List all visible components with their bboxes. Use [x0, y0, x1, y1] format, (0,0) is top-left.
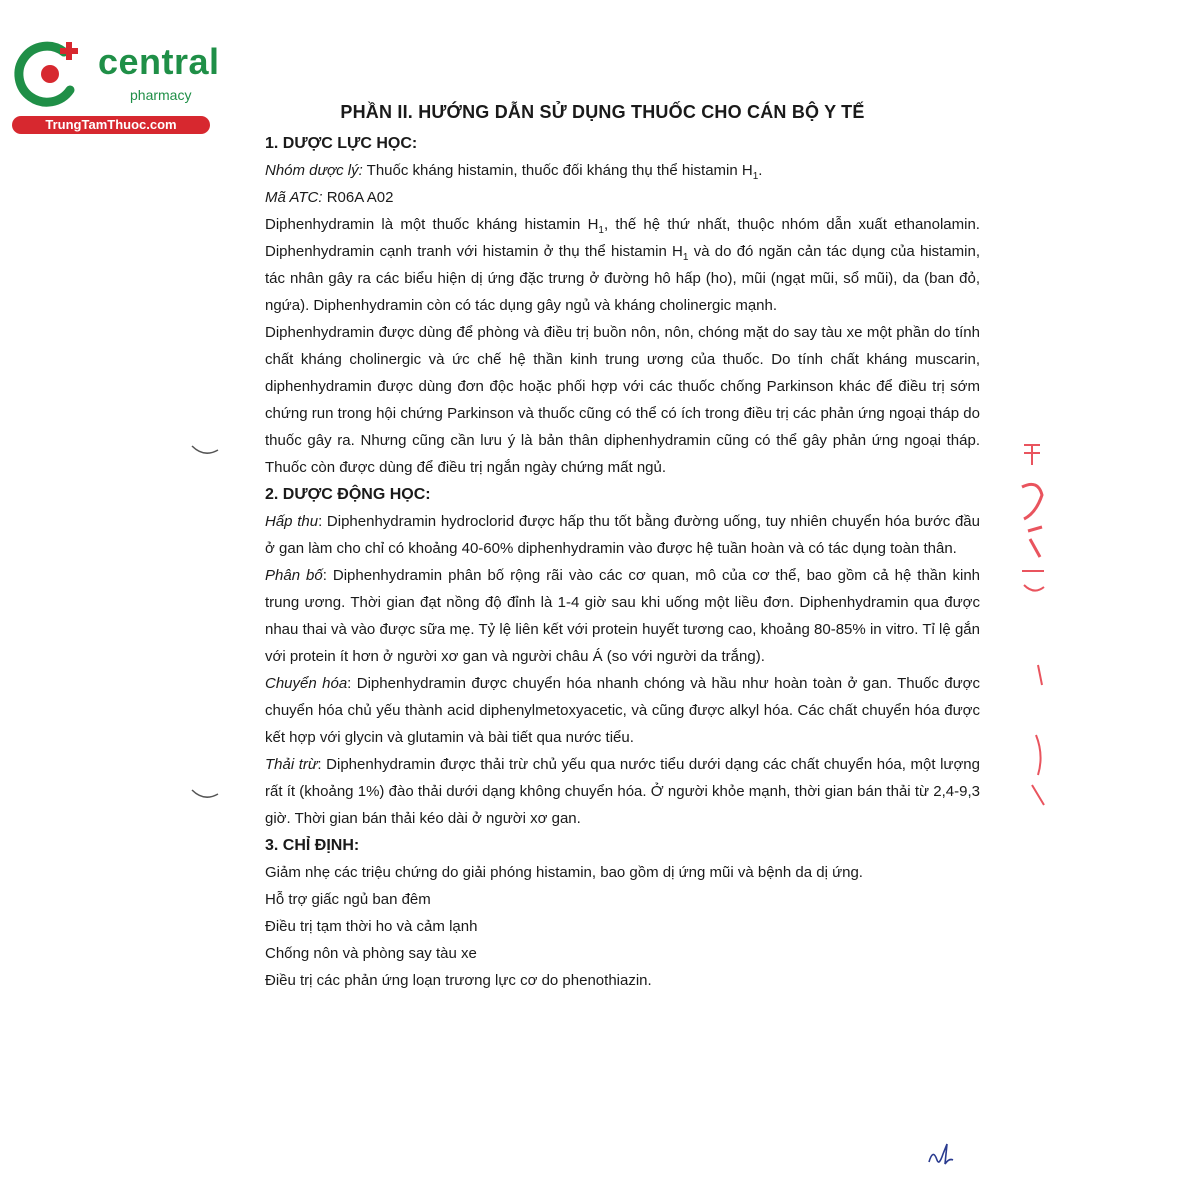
- punch-hole-icon: [190, 442, 220, 458]
- paragraph-absorption: [265, 508, 980, 562]
- stamp-edge-icon: [1018, 435, 1048, 815]
- indication-item: Điều trị các phản ứng loạn trương lực cơ do phenothiazin.: [265, 972, 652, 989]
- logo-url-badge[interactable]: TrungTamThuoc.com: [12, 116, 210, 134]
- signature-icon: [925, 1140, 955, 1170]
- atc-code-value: R06A A02: [326, 189, 394, 206]
- paragraph-distribution: [265, 562, 980, 670]
- document-body: [265, 98, 980, 994]
- punch-hole-icon: [190, 786, 220, 802]
- logo-subtitle: pharmacy: [130, 87, 192, 103]
- section-heading-indications: 3. CHỈ ĐỊNH:: [265, 837, 360, 854]
- distribution-text: : Diphenhydramin phân bố rộng rãi vào các cơ quan, mô của cơ thể, bao gồm cả hệ thần kinh trung ương. Thời gian đạt nồng độ đỉnh là 1-4 giờ sau khi uống một liều đơn. Diphenhydramin qua được nhau thai và vào được sữa mẹ. Tỷ lệ liên kết với protein huyết tương cao, khoảng 80-85% in vitro. Tỉ lệ gắn với protein ít hơn ở người xơ gan và người châu Á (so với người da trắng).: [265, 567, 980, 665]
- absorption-text: : Diphenhydramin hydroclorid được hấp thu tốt bằng đường uống, tuy nhiên chuyển hóa bước đầu ở gan làm cho chỉ có khoảng 40-60% diphenhydramin vào được hệ tuần hoàn và có tác dụng toàn thân.: [265, 513, 980, 557]
- logo-name: central: [98, 41, 220, 82]
- elimination-label: Thải trừ: [265, 756, 318, 773]
- brand-logo[interactable]: [12, 38, 220, 138]
- subscript: 1: [682, 252, 689, 263]
- metabolism-text: : Diphenhydramin được chuyển hóa nhanh chóng và hầu như hoàn toàn ở gan. Thuốc được chuyển hóa chủ yếu thành acid diphenylmetoxyacetic, và cũng được alkyl hóa. Các chất chuyển hóa được kết hợp với glycin và glutamin và bài tiết qua nước tiểu.: [265, 675, 980, 746]
- atc-code-label: Mã ATC:: [265, 189, 323, 206]
- subscript: 1: [752, 171, 759, 182]
- subscript: 1: [598, 225, 604, 236]
- paragraph-metabolism: [265, 670, 980, 751]
- paragraph-elimination: [265, 751, 980, 832]
- distribution-label: Phân bố: [265, 567, 323, 584]
- logo-mark-icon: [12, 38, 92, 114]
- paragraph-uses: Diphenhydramin được dùng để phòng và điều trị buồn nôn, nôn, chóng mặt do say tàu xe một phần do tính chất kháng cholinergic và ức chế hệ thần kinh trung ương của thuốc. Do tính chất kháng muscarin, diphenhydramin được dùng đơn độc hoặc phối hợp với các thuốc chống Parkinson khác để điều trị sớm chứng run trong hội chứng Parkinson và thuốc cũng có thể có ích trong điều trị các phản ứng ngoại tháp do thuốc gây ra. Nhưng cũng cần lưu ý là bản thân diphenhydramin cũng có thể gây phản ứng ngoại tháp. Thuốc còn được dùng để điều trị ngắn ngày chứng mất ngủ.: [265, 324, 980, 476]
- metabolism-label: Chuyển hóa: [265, 675, 348, 692]
- text-run: và do đó ngăn cản tác dụng của histamin, tác nhân gây ra các biểu hiện dị ứng đặc trưng ở đường hô hấp (ho), mũi (ngạt mũi, sổ mũi), da (ban đỏ, ngứa). Diphenhydramin còn có tác dụng gây ngủ và kháng cholinergic mạnh.: [265, 243, 980, 314]
- text-run: , thế hệ thứ nhất, thuộc nhóm dẫn xuất ethanolamin. Diphenhydramin cạnh tranh với histamin ở thụ thể histamin H: [265, 216, 980, 260]
- absorption-label: Hấp thu: [265, 513, 319, 530]
- document-title: PHẦN II. HƯỚNG DẪN SỬ DỤNG THUỐC CHO CÁN BỘ Y TẾ: [340, 102, 865, 122]
- indication-item: Giảm nhẹ các triệu chứng do giải phóng histamin, bao gồm dị ứng mũi và bệnh da dị ứng.: [265, 864, 863, 881]
- pharmacologic-group: Nhóm dược lý: Thuốc kháng histamin, thuốc đối kháng thụ thể histamin $H_1$.: [265, 162, 763, 182]
- elimination-text: : Diphenhydramin được thải trừ chủ yếu qua nước tiểu dưới dạng các chất chuyển hóa, một lượng rất ít (khoảng 1%) đào thải dưới dạng không chuyển hóa. Ở người khỏe mạnh, thời gian bán thải từ 2,4-9,3 giờ. Thời gian bán thải kéo dài ở người xơ gan.: [265, 756, 980, 827]
- indication-item: Chống nôn và phòng say tàu xe: [265, 945, 477, 962]
- paragraph-mechanism: [265, 211, 980, 319]
- indication-item: Điều trị tạm thời ho và cảm lạnh: [265, 918, 478, 935]
- pharmacologic-group-label: Nhóm dược lý:: [265, 162, 363, 179]
- section-heading-pharmacodynamics: 1. DƯỢC LỰC HỌC:: [265, 135, 418, 152]
- indication-item: Hỗ trợ giấc ngủ ban đêm: [265, 891, 431, 908]
- pharmacologic-group-text: Thuốc kháng histamin, thuốc đối kháng thụ thể histamin H: [366, 162, 753, 179]
- atc-code: [265, 184, 980, 211]
- text-run: Diphenhydramin là một thuốc kháng histamin H: [265, 216, 599, 233]
- section-heading-pharmacokinetics: 2. DƯỢC ĐỘNG HỌC:: [265, 486, 431, 503]
